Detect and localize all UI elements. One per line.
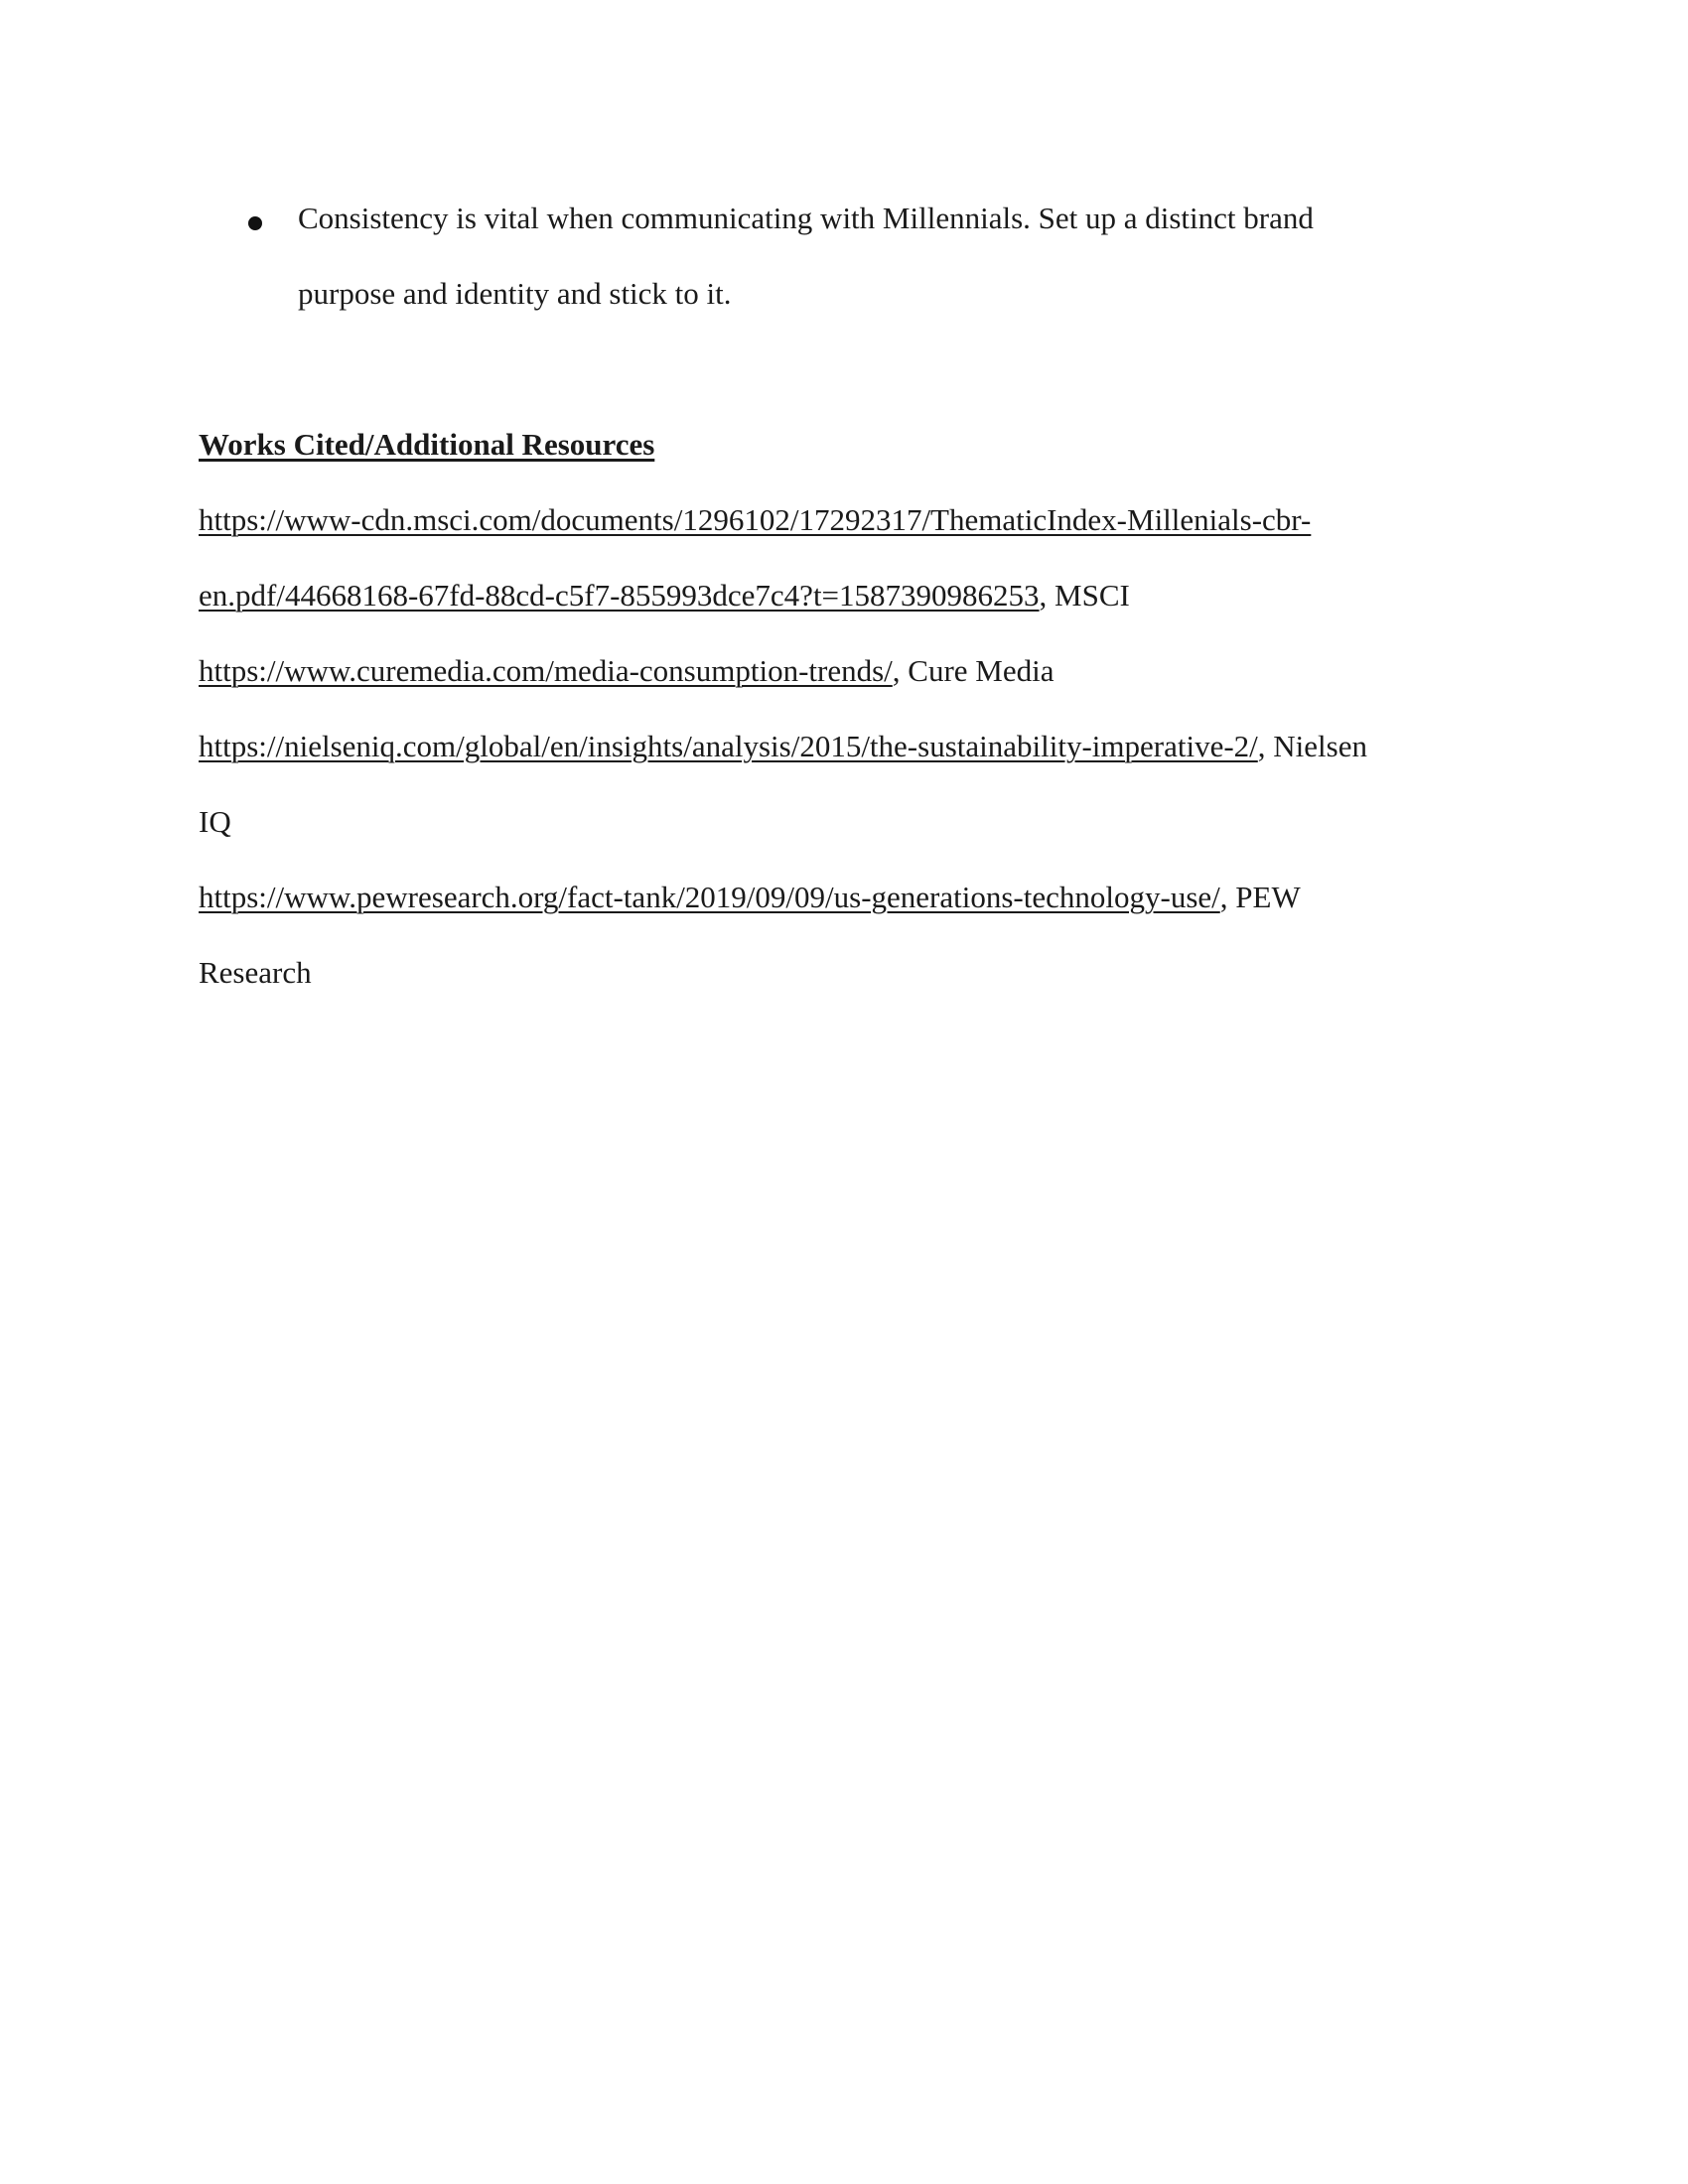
- reference-source-nielsen-cont: IQ: [199, 804, 231, 839]
- reference-link-msci-cont[interactable]: en.pdf/44668168-67fd-88cd-c5f7-855993dce7c4?t=1587390986253: [199, 578, 1040, 613]
- bullet-text: [298, 181, 1489, 332]
- bullet-icon: [248, 216, 262, 230]
- bullet-line: Consistency is vital when communicating with Millennials. Set up a distinct brand: [298, 201, 1314, 235]
- reference-source-curemedia: , Cure Media: [892, 653, 1055, 688]
- bullet-line: purpose and identity and stick to it.: [298, 276, 732, 311]
- reference-link-nielsen[interactable]: https://nielseniq.com/global/en/insights/analysis/2015/the-sustainability-imperative-2/: [199, 729, 1258, 763]
- reference-entry-msci-cont: [199, 558, 1489, 633]
- reference-source-pew: , PEW: [1219, 880, 1301, 914]
- reference-entry-msci: [199, 482, 1489, 558]
- reference-link-pew[interactable]: https://www.pewresearch.org/fact-tank/2019/09/09/us-generations-technology-use/: [199, 880, 1220, 914]
- reference-source-msci: , MSCI: [1039, 578, 1130, 613]
- reference-entry-curemedia: [199, 633, 1489, 709]
- reference-source-nielsen: , Nielsen: [1257, 729, 1367, 763]
- works-cited-heading: Works Cited/Additional Resources: [199, 427, 655, 462]
- reference-entry-pew: [199, 860, 1489, 935]
- reference-source-pew-cont: Research: [199, 955, 312, 990]
- reference-link-msci[interactable]: https://www-cdn.msci.com/documents/1296102/17292317/ThematicIndex-Millenials-cbr-: [199, 502, 1312, 537]
- works-cited-section: [199, 407, 1489, 1011]
- reference-link-curemedia[interactable]: https://www.curemedia.com/media-consumption-trends/: [199, 653, 893, 688]
- reference-entry-nielsen: [199, 709, 1489, 784]
